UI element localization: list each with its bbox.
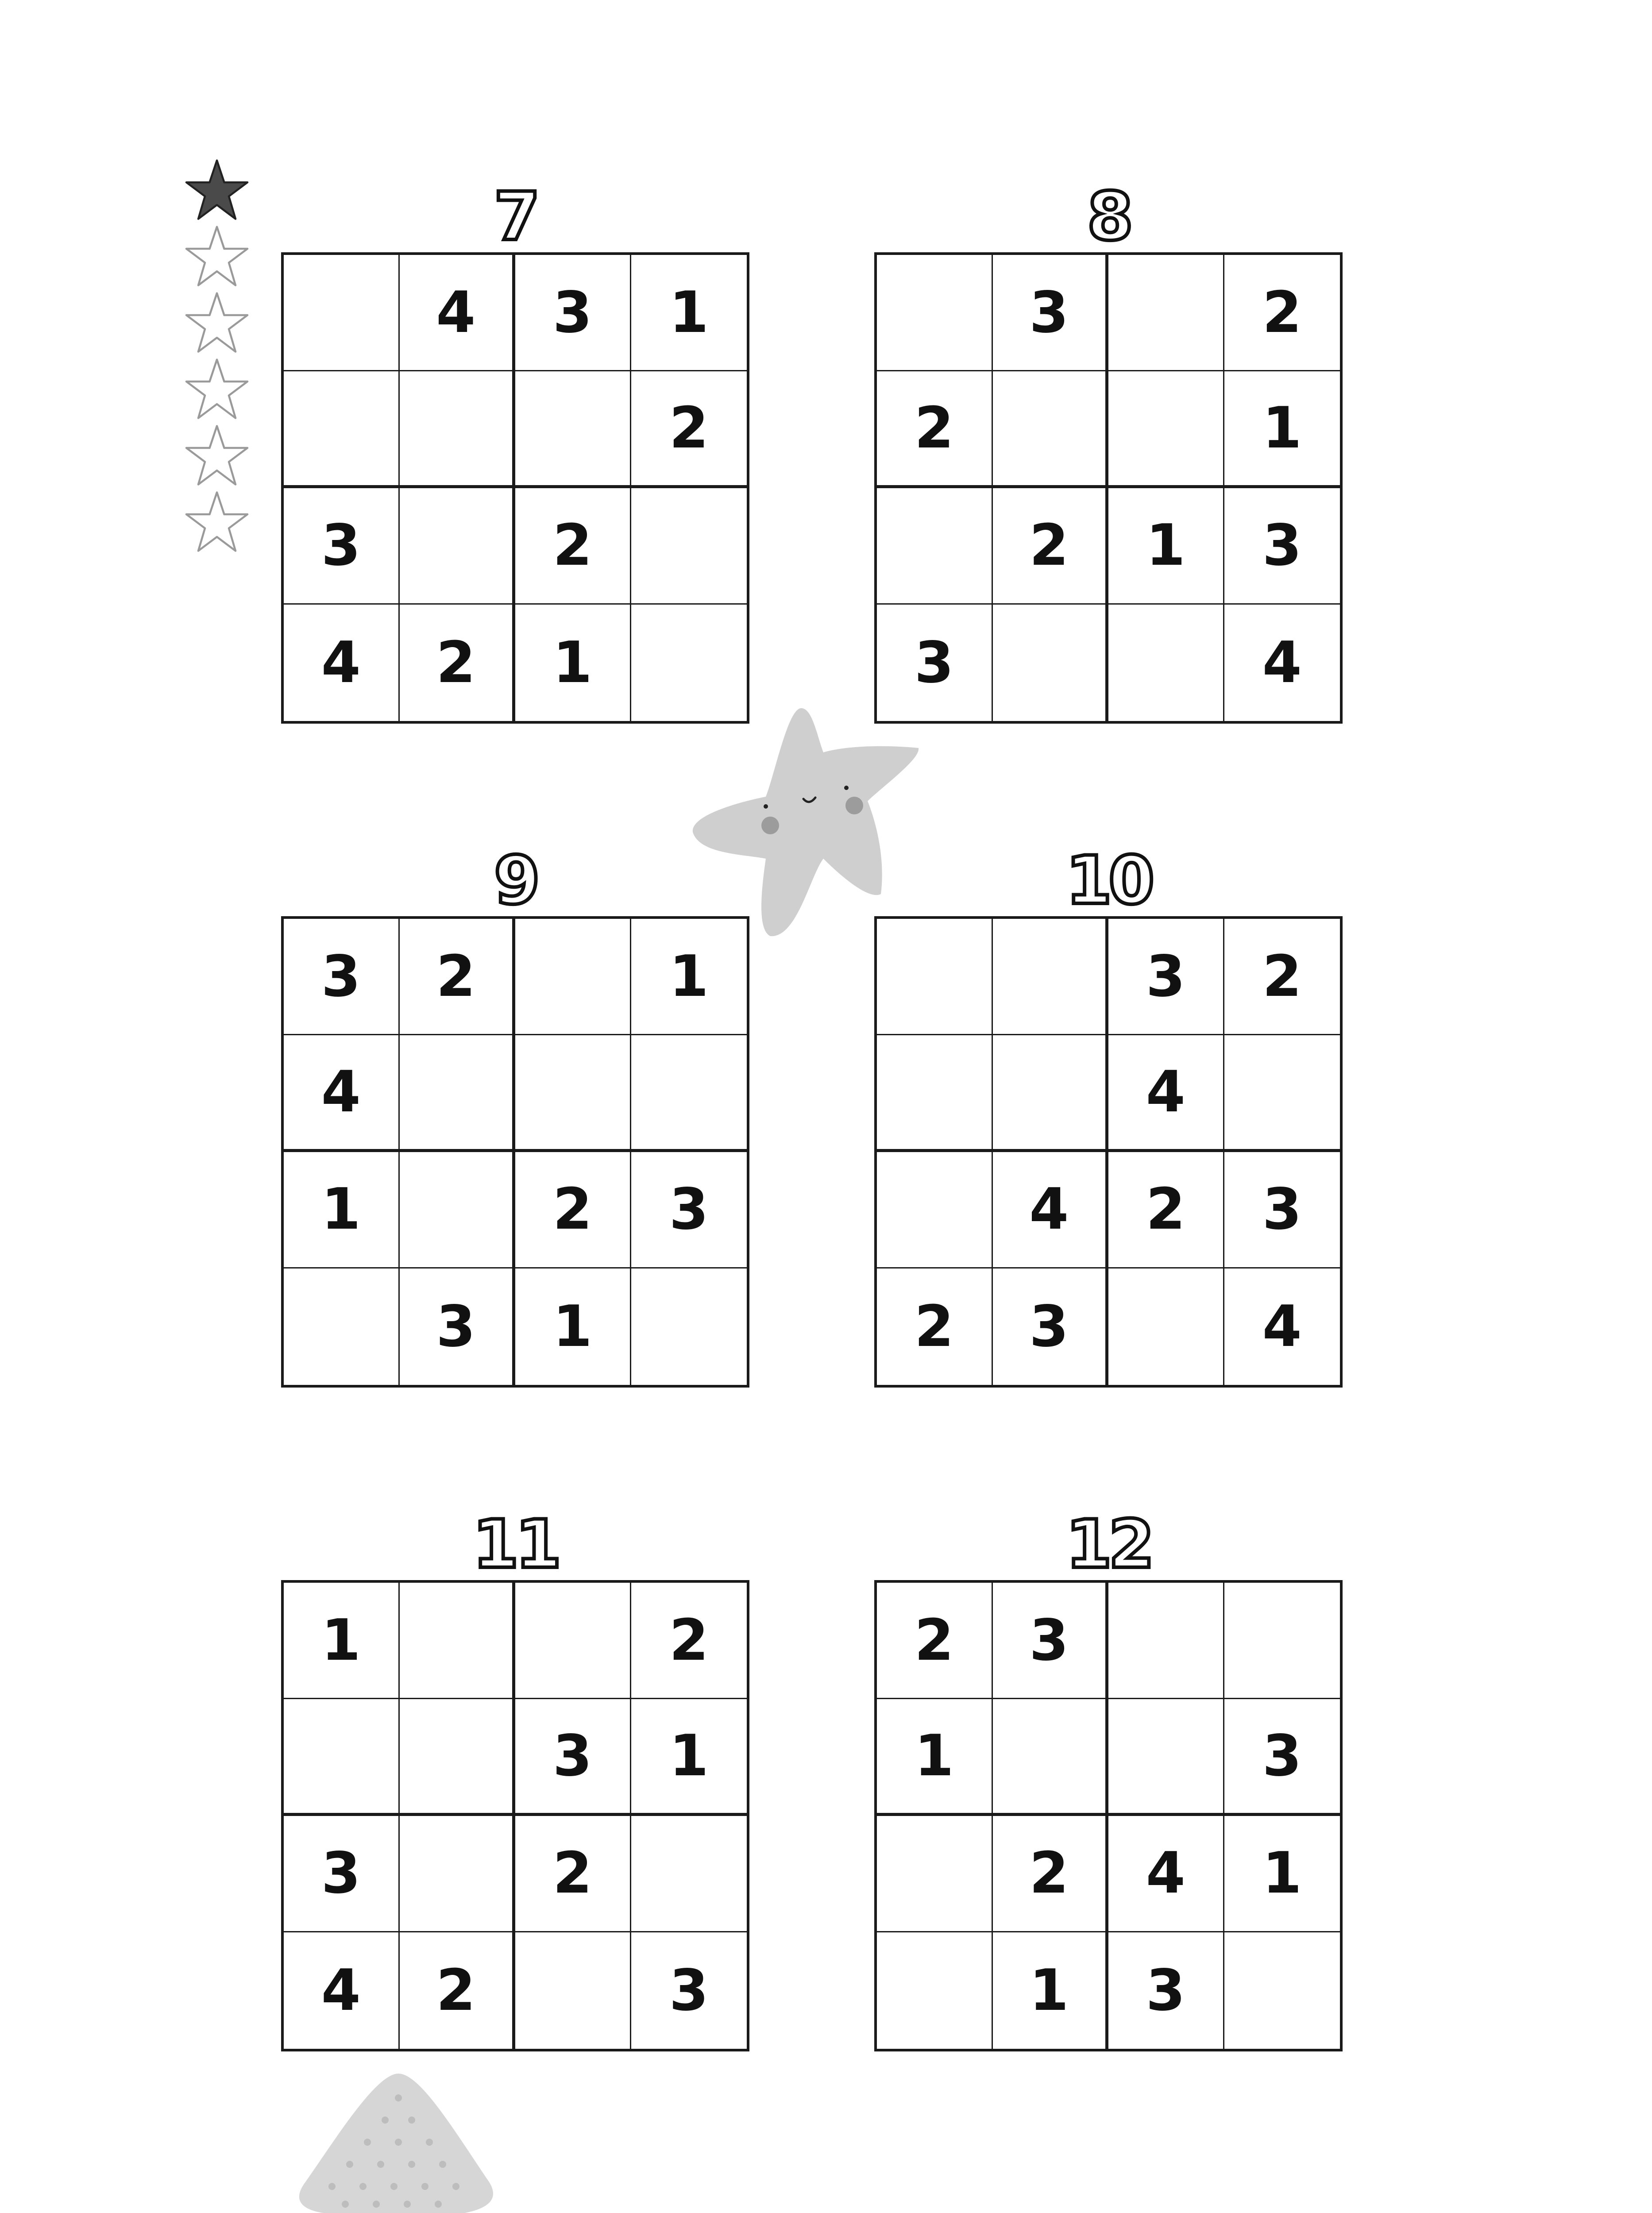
- grid-cell: 1: [993, 1932, 1109, 2049]
- grid-cell: [1108, 371, 1224, 488]
- grid-cell: 1: [631, 1699, 747, 1816]
- grid-cell: [877, 488, 993, 605]
- grid-cell: 1: [515, 605, 631, 721]
- grid-cell: 1: [631, 919, 747, 1035]
- grid-cell: [284, 1699, 400, 1816]
- sudoku-grid: [874, 252, 1343, 724]
- grid-cell: 4: [284, 1035, 400, 1152]
- sudoku-grid: [281, 916, 749, 1388]
- grid-cell: 3: [400, 1268, 516, 1385]
- grid-cell: [877, 1932, 993, 2049]
- puzzle-number: 12: [1065, 1506, 1151, 1583]
- grid-cell: 1: [1108, 488, 1224, 605]
- sudoku-grid: [874, 1580, 1343, 2051]
- grid-cell: 2: [400, 605, 516, 721]
- grid-cell: [400, 371, 516, 488]
- grid-cell: 2: [400, 1932, 516, 2049]
- grid-cell: [993, 1035, 1109, 1152]
- grid-cell: 4: [284, 1932, 400, 2049]
- grid-cell: 2: [515, 1816, 631, 1932]
- grid-cell: 3: [515, 1699, 631, 1816]
- grid-cell: 3: [877, 605, 993, 721]
- grid-cell: 1: [284, 1152, 400, 1268]
- grid-cell: 3: [1224, 1699, 1340, 1816]
- star-outline-icon: [184, 489, 250, 555]
- grid-cell: [993, 371, 1109, 488]
- grid-cell: [1108, 605, 1224, 721]
- grid-cell: 2: [877, 1268, 993, 1385]
- grid-cell: 3: [515, 255, 631, 371]
- grid-cell: [993, 919, 1109, 1035]
- grid-cell: [877, 1035, 993, 1152]
- grid-cell: [400, 1816, 516, 1932]
- grid-cell: 1: [631, 255, 747, 371]
- grid-cell: [400, 1583, 516, 1699]
- grid-cell: [1108, 1268, 1224, 1385]
- grid-cell: 2: [400, 919, 516, 1035]
- grid-cell: 3: [1108, 1932, 1224, 2049]
- grid-cell: [877, 1152, 993, 1268]
- puzzle-number: 8: [1087, 178, 1130, 255]
- star-outline-icon: [184, 224, 250, 290]
- grid-cell: [515, 919, 631, 1035]
- grid-cell: [400, 1152, 516, 1268]
- grid-cell: [877, 255, 993, 371]
- grid-cell: 4: [284, 605, 400, 721]
- grid-cell: 3: [993, 1583, 1109, 1699]
- grid-cell: 2: [1224, 919, 1340, 1035]
- grid-cell: 2: [877, 1583, 993, 1699]
- grid-cell: 2: [515, 488, 631, 605]
- grid-cell: [515, 1035, 631, 1152]
- grid-cell: 2: [631, 1583, 747, 1699]
- grid-cell: 3: [993, 1268, 1109, 1385]
- grid-cell: 1: [877, 1699, 993, 1816]
- grid-cell: [284, 371, 400, 488]
- grid-cell: 4: [1108, 1816, 1224, 1932]
- grid-cell: [1224, 1035, 1340, 1152]
- star-outline-icon: [184, 423, 250, 489]
- grid-cell: [1108, 1699, 1224, 1816]
- grid-cell: 3: [284, 1816, 400, 1932]
- grid-cell: 4: [993, 1152, 1109, 1268]
- puzzle-number: 9: [494, 842, 537, 919]
- puzzle-number: 10: [1065, 842, 1151, 919]
- grid-cell: [993, 605, 1109, 721]
- puzzle-number: 7: [494, 178, 537, 255]
- grid-cell: 3: [284, 919, 400, 1035]
- grid-cell: 2: [631, 371, 747, 488]
- grid-cell: 2: [515, 1152, 631, 1268]
- grid-cell: 3: [669, 1957, 709, 2024]
- grid-cell: [1224, 1583, 1340, 1699]
- grid-cell: 4: [1108, 1035, 1224, 1152]
- star-filled-icon: [184, 157, 250, 224]
- grid-cell: [284, 1268, 400, 1385]
- grid-cell: [1108, 255, 1224, 371]
- sudoku-grid: [874, 916, 1343, 1388]
- grid-cell: 3: [993, 255, 1109, 371]
- grid-cell: 2: [1108, 1152, 1224, 1268]
- grid-cell: [400, 1035, 516, 1152]
- star-outline-icon: [184, 290, 250, 356]
- grid-cell: [631, 1268, 747, 1385]
- grid-cell: [515, 1583, 631, 1699]
- grid-cell: 3: [1224, 1152, 1340, 1268]
- grid-cell: [284, 255, 400, 371]
- grid-cell: 2: [993, 1816, 1109, 1932]
- grid-cell: [631, 488, 747, 605]
- grid-cell: 2: [877, 371, 993, 488]
- grid-cell: 1: [1224, 371, 1340, 488]
- grid-cell: [631, 1816, 747, 1932]
- grid-cell: 3: [1224, 488, 1340, 605]
- grid-cell: 1: [515, 1268, 631, 1385]
- grid-cell: 4: [1262, 1293, 1302, 1360]
- grid-cell: [515, 371, 631, 488]
- grid-cell: [877, 1816, 993, 1932]
- star-character-illustration: [691, 699, 930, 938]
- grid-cell: [515, 1932, 631, 2049]
- grid-cell: 4: [1262, 629, 1302, 696]
- grid-cell: 4: [400, 255, 516, 371]
- grid-cell: 1: [1224, 1816, 1340, 1932]
- puzzle-number: 11: [472, 1506, 558, 1583]
- grid-cell: 3: [631, 1152, 747, 1268]
- grid-cell: [993, 1699, 1109, 1816]
- grid-cell: 2: [1224, 255, 1340, 371]
- sudoku-grid: [281, 1580, 749, 2051]
- sudoku-grid: [281, 252, 749, 724]
- grid-cell: [400, 1699, 516, 1816]
- difficulty-rating: [184, 157, 250, 555]
- grid-cell: 3: [284, 488, 400, 605]
- mushroom-illustration: [297, 2071, 500, 2213]
- star-outline-icon: [184, 356, 250, 423]
- grid-cell: [1108, 1583, 1224, 1699]
- grid-cell: [631, 1035, 747, 1152]
- grid-cell: 1: [284, 1583, 400, 1699]
- grid-cell: [1224, 1932, 1340, 2049]
- grid-cell: 2: [993, 488, 1109, 605]
- grid-cell: [400, 488, 516, 605]
- grid-cell: 3: [1108, 919, 1224, 1035]
